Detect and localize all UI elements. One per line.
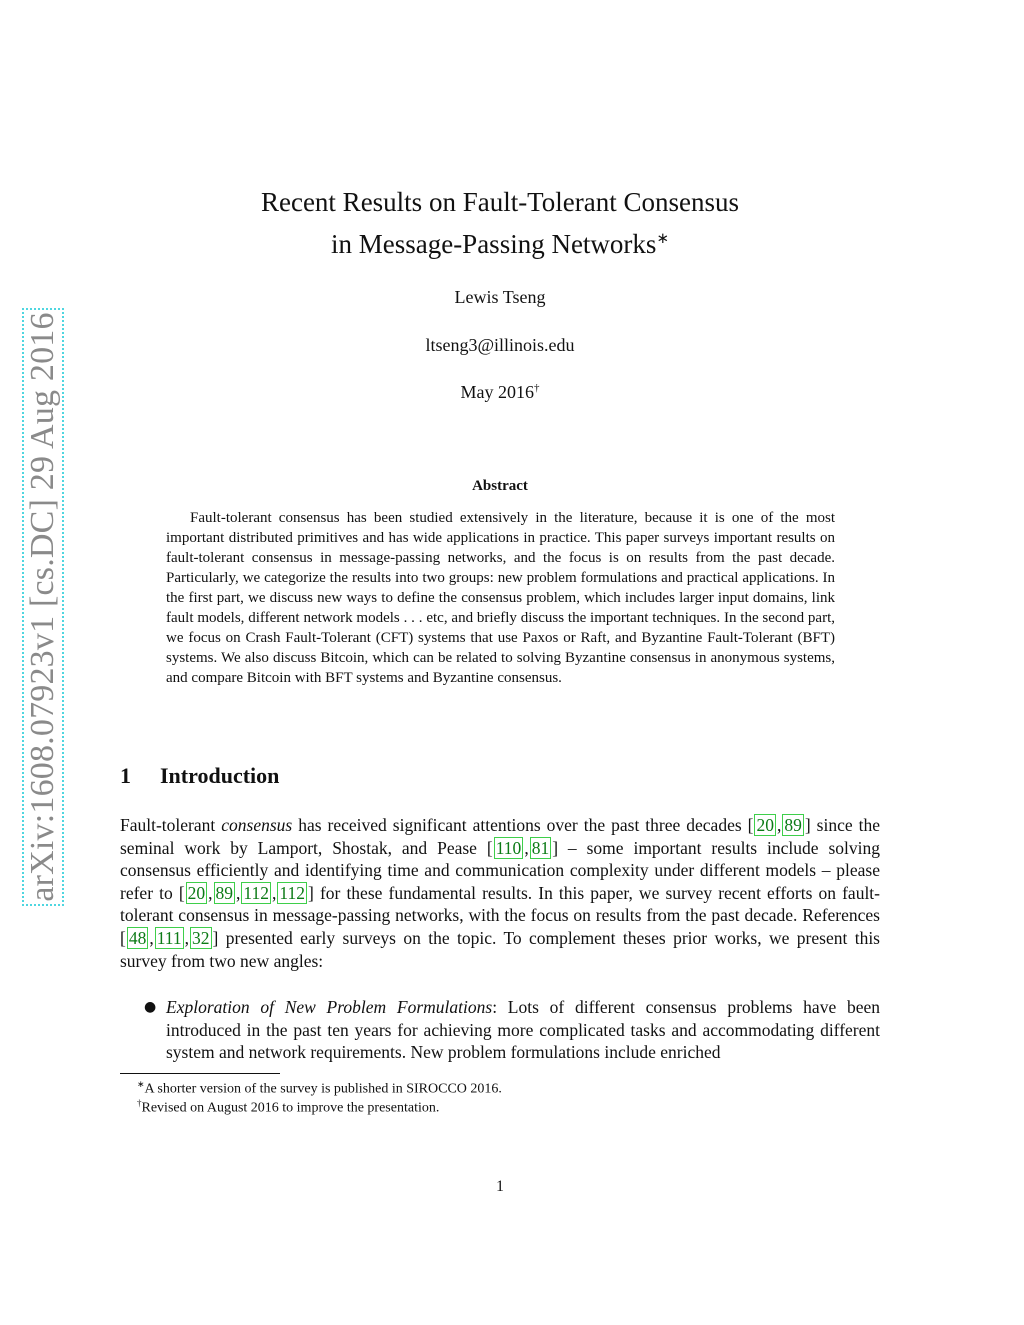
footnote-2-text: Revised on August 2016 to improve the presentation. — [141, 1100, 440, 1116]
citation-link[interactable]: 89 — [784, 815, 802, 835]
title-line-1: Recent Results on Fault-Tolerant Consensus — [260, 187, 740, 217]
title-footnote-mark: ∗ — [656, 231, 670, 247]
title-line-2-text: in Message-Passing Networks — [330, 229, 657, 259]
paper-date — [300, 382, 700, 403]
intro-text: since the seminal work by Lamport, Shostak, and Pease — [120, 815, 880, 858]
footnote-divider — [120, 1073, 280, 1074]
citation-link[interactable]: 20 — [187, 882, 206, 903]
intro-text: has received significant attentions over the past three decades — [292, 815, 748, 835]
arxiv-identifier-text: arXiv:1608.07923v1 [cs.DC] 29 Aug 2016 — [24, 312, 61, 902]
intro-emphasis: consensus — [221, 815, 293, 835]
footnote-1-mark: ∗ — [137, 1079, 145, 1089]
section-heading — [120, 763, 279, 789]
author-email[interactable]: ltseng3@illinois.edu — [425, 335, 575, 355]
citation-link[interactable]: 111 — [156, 927, 182, 948]
paper-title — [180, 184, 820, 263]
bullet-icon: ● — [144, 999, 157, 1015]
intro-text: – some important results include solving consensus efficiently and identifying time and communication complexity under different models – please refer to — [120, 837, 880, 903]
bullet-list — [120, 996, 880, 1064]
intro-text: Fault-tolerant — [120, 815, 222, 835]
citation-link[interactable]: 112 — [243, 882, 270, 903]
citation-link[interactable]: 112 — [279, 882, 306, 903]
intro-paragraph: Fault-tolerant consensus has received significant attentions over the past three decades [ 20 , 89 ] since the seminal work by Lamport, Shostak, and Pease [ 110 , 81 ] – some important results include solving consensus efficiently and identifying time and communication complexity under different models – please refer to [ 20 , 89 , 112 , 112 ] for these fundamental results. In this paper, we survey recent efforts on fault-tolerant consensus in message-passing networks, with the focus on results from the past decade. References [ 48 , 111 , 32 ] presented early surveys on the topic. To complement theses prior works, we present this survey from two new angles: — [120, 815, 880, 971]
citation-link[interactable]: 110 — [495, 837, 522, 858]
citation-link[interactable]: 81 — [531, 837, 550, 858]
author-name: Lewis Tseng — [454, 287, 546, 307]
title-line-2 — [180, 221, 820, 263]
citation-link[interactable]: 89 — [215, 882, 234, 903]
intro-text: for these fundamental results. In this paper, we survey recent efforts on fault-tolerant consensus in message-passing networks, with the focus on results from the past decade. References — [120, 882, 880, 926]
abstract-heading: Abstract — [472, 478, 528, 494]
footnote-1 — [137, 1079, 502, 1098]
intro-text: presented early surveys on the topic. To complement theses prior works, we present this survey from two new angles: — [120, 927, 880, 971]
section-number: 1 — [120, 763, 131, 788]
arxiv-identifier-stamp[interactable] — [22, 308, 64, 906]
list-item-label: Exploration of New Problem Formulations — [166, 997, 493, 1017]
date-text: May 2016 — [460, 382, 534, 402]
footnote-1-text: A shorter version of the survey is published in SIROCCO 2016. — [144, 1081, 502, 1097]
list-item-text — [166, 996, 880, 1064]
list-item-body: : Lots of different consensus problems have been introduced in the past ten years for achieving more complicated tasks and accommodating different system and network requirements. New problem formulations include enriched — [166, 997, 880, 1063]
page-number: 1 — [496, 1178, 504, 1195]
citation-link[interactable]: 48 — [128, 927, 147, 948]
list-item — [120, 996, 880, 1064]
footnote-2-mark: † — [137, 1098, 142, 1108]
abstract-body: Fault-tolerant consensus has been studied extensively in the literature, because it is one of the most important distributed primitives and has wide applications in practice. This paper surveys important results on fault-tolerant consensus in message-passing networks, and the focus is on results from the past decade. Particularly, we categorize the results into two groups: new problem formulations and practical applications. In the first part, we discuss new ways to define the consensus problem, which includes larger input domains, link fault models, different network models . . . etc, and briefly discuss the important techniques. In the second part, we focus on Crash Fault-Tolerant (CFT) systems that use Paxos or Raft, and Byzantine Fault-Tolerant (BFT) systems. We also discuss Bitcoin, which can be related to solving Byzantine consensus in anonymous systems, and compare Bitcoin with BFT systems and Byzantine consensus. — [166, 510, 835, 686]
section-title: Introduction — [160, 763, 280, 788]
citation-link[interactable]: 32 — [192, 927, 210, 948]
date-footnote-mark: † — [534, 382, 540, 394]
citation-link[interactable]: 20 — [756, 815, 774, 835]
footnote-2 — [137, 1098, 439, 1117]
